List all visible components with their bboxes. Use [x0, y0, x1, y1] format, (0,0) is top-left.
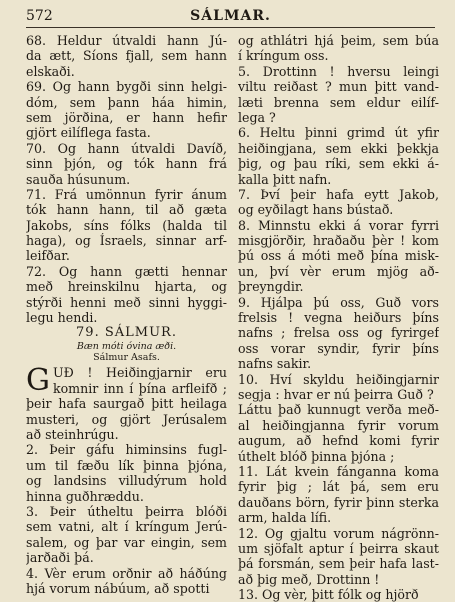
text-line: að þig með, Drottinn !: [238, 571, 380, 587]
psalm-heading: [26, 325, 227, 365]
text-line: þú oss á móti með þína misk-: [238, 248, 439, 264]
psalm-title: 79. SÁLMUR.: [76, 325, 177, 341]
text-line: musteri, og gjört Jerúsalem: [26, 411, 227, 427]
psalm-attribution: Sálmur Asafs.: [93, 352, 160, 364]
text-line: da ætt, Síons fjall, sem hann: [26, 48, 227, 64]
running-header: [26, 8, 435, 28]
text-line: 5. Drottinn ! hversu leingi: [238, 63, 439, 79]
text-line: 10. Hví skyldu heiðingjarnir: [238, 371, 439, 387]
text-line: tók hann hann, til að gæta: [26, 202, 227, 218]
text-line: 12. Og gjaltu vorum nágrönn-: [238, 525, 439, 541]
text-line: legu hendi.: [26, 310, 98, 326]
text-line: 71. Frá umönnun fyrir ánum: [26, 186, 227, 202]
left-column: [26, 33, 227, 596]
text-line: nafns ; frelsa oss og fyrirgef: [238, 325, 439, 341]
text-line: 11. Lát kvein fánganna koma: [238, 463, 439, 479]
text-line: elskaði.: [26, 63, 75, 79]
text-line: heiðingjana, sem ekki þekkja: [238, 140, 439, 156]
text-line: um sjöfalt aptur í þeirra skaut: [238, 540, 439, 556]
text-line: þeir hafa saurgað þitt heilaga: [26, 396, 227, 412]
text-line: dauðans börn, fyrir þinn sterka: [238, 494, 439, 510]
text-line: oss vorar syndir, fyrir þíns: [238, 340, 439, 356]
text-line: gjört eilíflega fasta.: [26, 125, 151, 141]
text-line: 6. Heltu þinni grimd út yfir: [238, 125, 439, 141]
text-line: 3. Þeir útheltu þeirra blóði: [26, 503, 227, 519]
drop-cap: G: [26, 363, 50, 399]
text-line: og athlátri hjá þeim, sem búa: [238, 33, 439, 48]
text-line: 4. Vèr erum orðnir að háðúng: [26, 565, 227, 581]
text-line: 69. Og hann bygði sinn helgi-: [26, 79, 227, 95]
text-line: UÐ ! Heiðingjarnir eru: [52, 365, 227, 381]
text-line: leifðar.: [26, 248, 70, 264]
text-line: með hreinskilnu hjarta, og: [26, 279, 227, 295]
text-line: hinna guðhræddu.: [26, 488, 144, 504]
text-line: segja : hvar er nú þeirra Guð ?: [238, 386, 434, 402]
psalm-subtitle: Bæn móti óvina æði.: [76, 341, 177, 353]
text-line: salem, og þar var eingin, sem: [26, 534, 227, 550]
text-line: frelsis ! vegna heiðurs þíns: [238, 310, 439, 326]
text-line: og landsins villudýrum hold: [26, 473, 227, 489]
text-line: að steinhrúgu.: [26, 426, 119, 442]
page-number: 572: [26, 8, 53, 24]
text-line: læti brenna sem eldur eilíf-: [238, 94, 439, 110]
text-line: lega ?: [238, 109, 276, 125]
text-line: 70. Og hann útvaldi Davíð,: [26, 140, 227, 156]
text-line: þá forsmán, sem þeir hafa last-: [238, 556, 439, 572]
text-line: jarðaði þá.: [26, 550, 94, 566]
text-line: Láttu það kunnugt verða með-: [238, 402, 439, 418]
text-line: dóm, sem þann háa himin,: [26, 94, 227, 110]
text-line: fyrir þig ; lát þá, sem eru: [238, 479, 439, 495]
text-line: 13. Og vèr, þitt fólk og hjörð: [238, 587, 419, 602]
text-line: 9. Hjálpa þú oss, Guð vors: [238, 294, 439, 310]
text-line: misgjörðir, hraðaðu þèr ! kom: [238, 233, 439, 249]
header-rule: [26, 27, 435, 28]
text-line: og eyðilagt hans bústað.: [238, 202, 394, 218]
text-line: sauða húsunum.: [26, 171, 131, 187]
text-line: 8. Minnstu ekki á vorar fyrri: [238, 217, 439, 233]
left-column-verses: [26, 33, 227, 325]
text-line: sem vatni, alt í kríngum Jerú-: [26, 519, 227, 535]
text-line: stýrði henni með sinni hyggi-: [26, 294, 227, 310]
text-line: hjá vorum nábúum, að spotti: [26, 580, 210, 596]
text-line: þig, og þau ríki, sem ekki á-: [238, 156, 439, 172]
text-line: kalla þitt nafn.: [238, 171, 332, 187]
text-line: augum, að hefnd komi fyrir: [238, 433, 439, 449]
text-line: viltu reiðast ? mun þitt vand-: [238, 79, 439, 95]
text-line: al heiðingjanna fyrir vorum: [238, 417, 439, 433]
text-line: nafns sakir.: [238, 356, 312, 372]
psalm-opening: [26, 363, 227, 399]
text-line: Jakobs, síns fólks (halda til: [26, 217, 227, 233]
text-line: un, því vèr erum mjög að-: [238, 263, 439, 279]
text-line: í kríngum oss.: [238, 48, 329, 64]
text-line: 7. Því þeir hafa eytt Jakob,: [238, 186, 439, 202]
text-line: haga), og Ísraels, sinnar arf-: [26, 233, 227, 249]
text-line: komnir inn í þína arfleifð ;: [52, 380, 227, 396]
text-line: sinn þjón, og tók hann frá: [26, 156, 227, 172]
text-line: sem jörðina, er hann hefir: [26, 109, 227, 125]
text-line: 68. Heldur útvaldi hann Jú-: [26, 33, 227, 48]
running-title: SÁLMAR.: [190, 8, 271, 24]
text-line: um til fæðu lík þinna þjóna,: [26, 457, 227, 473]
text-line: 2. Þeir gáfu himinsins fugl-: [26, 442, 227, 458]
text-line: þreyngdir.: [238, 279, 304, 295]
left-column-psalm-verses: [26, 396, 227, 596]
text-line: úthelt blóð þinna þjóna ;: [238, 448, 395, 464]
right-column-verses: [238, 33, 439, 602]
text-line: arm, halda lífi.: [238, 510, 332, 526]
text-line: 72. Og hann gætti hennar: [26, 263, 227, 279]
right-column: [238, 33, 439, 602]
